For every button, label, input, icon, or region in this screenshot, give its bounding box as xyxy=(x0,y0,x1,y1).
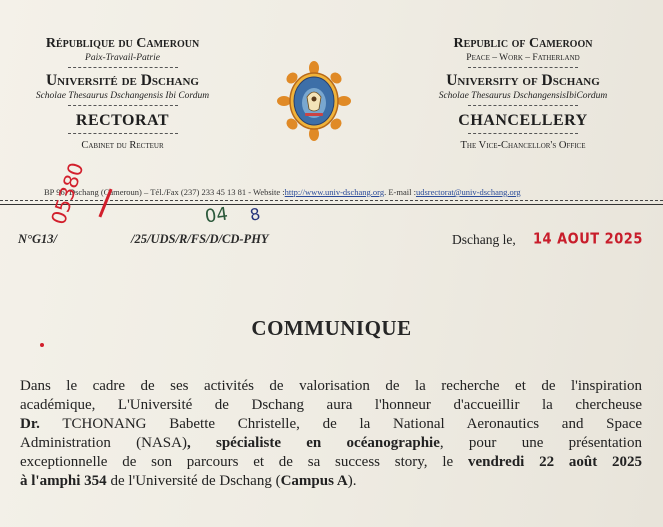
campus: Campus A xyxy=(280,473,348,489)
header-right xyxy=(418,36,628,151)
country-fr: République du Cameroun xyxy=(45,36,200,51)
cabinet-fr: Cabinet du Recteur xyxy=(81,140,164,151)
dateline-place: Dschang le, xyxy=(452,232,516,247)
motto-en: Peace – Work – Fatherland xyxy=(466,53,580,63)
divider xyxy=(68,133,178,134)
reference-number xyxy=(18,232,269,247)
body-line: à l'amphi 354 de l'Université de Dschang (Campus A). xyxy=(20,473,357,489)
latin-motto-fr: Scholae Thesaurus Dschangensis Ibi Cordum xyxy=(35,91,210,101)
email-link[interactable]: udsrectorat@univ-dschang.org xyxy=(415,187,521,197)
divider xyxy=(468,105,578,106)
divider xyxy=(68,67,178,68)
latin-motto-en: Scholae Thesaurus DschangensisIbiCordum xyxy=(438,91,608,101)
page-title: COMMUNIQUE xyxy=(251,316,412,340)
handwritten-blue-number: 8 xyxy=(248,204,262,225)
cabinet-en: The Vice-Chancellor's Office xyxy=(460,140,586,151)
body-line: exceptionnelle de son parcours et de sa success story, le vendredi 22 août 2025 xyxy=(20,454,643,470)
body-line: Administration (NASA), spécialiste en océanographie, pour une présentation xyxy=(20,435,642,451)
separator-solid xyxy=(0,204,663,205)
university-emblem-icon xyxy=(274,60,354,142)
communique-body xyxy=(20,377,642,491)
website-link[interactable]: http://www.univ-dschang.org xyxy=(284,187,385,197)
event-date: vendredi 22 août 2025 xyxy=(467,454,643,470)
divider xyxy=(468,133,578,134)
address-line xyxy=(44,187,663,197)
country-en: Republic of Cameroon xyxy=(453,36,593,51)
separator-dashed xyxy=(0,200,663,201)
body-line: académique, L'Université de Dschang aura l'honneur d'accueillir la chercheuse xyxy=(20,397,642,413)
event-venue: à l'amphi 354 xyxy=(20,473,107,489)
body-line: Dr. TCHONANG Babette Christelle, de la National Aeronautics and Space xyxy=(20,416,642,432)
university-fr: Université de Dschang xyxy=(45,72,199,89)
date-stamp: 14 AOUT 2025 xyxy=(533,230,643,249)
office-fr: RECTORAT xyxy=(75,112,170,129)
address-text: BP 96, Dschang (Cameroun) – Tél./Fax (237) 233 45 13 81 - Website : xyxy=(44,187,285,197)
office-en: CHANCELLERY xyxy=(458,112,588,129)
reference-prefix: N°G13/ xyxy=(18,232,58,246)
body-line: Dans le cadre de ses activités de valorisation de la recherche et de l'inspiration xyxy=(20,378,642,394)
motto-fr: Paix-Travail-Patrie xyxy=(85,53,160,63)
email-label: . E-mail : xyxy=(384,187,416,197)
university-en: University of Dschang xyxy=(446,72,600,89)
divider xyxy=(68,105,178,106)
specialty: , spécialiste en océanographie xyxy=(186,435,440,451)
reference-suffix: /25/UDS/R/FS/D/CD-PHY xyxy=(131,232,269,246)
handwritten-red-number: 05380 xyxy=(46,159,89,228)
red-pen-dot xyxy=(40,343,44,347)
divider xyxy=(468,67,578,68)
title-dr: Dr. xyxy=(20,416,40,432)
header-left xyxy=(20,36,225,151)
handwritten-green-number: 04 xyxy=(203,203,230,228)
